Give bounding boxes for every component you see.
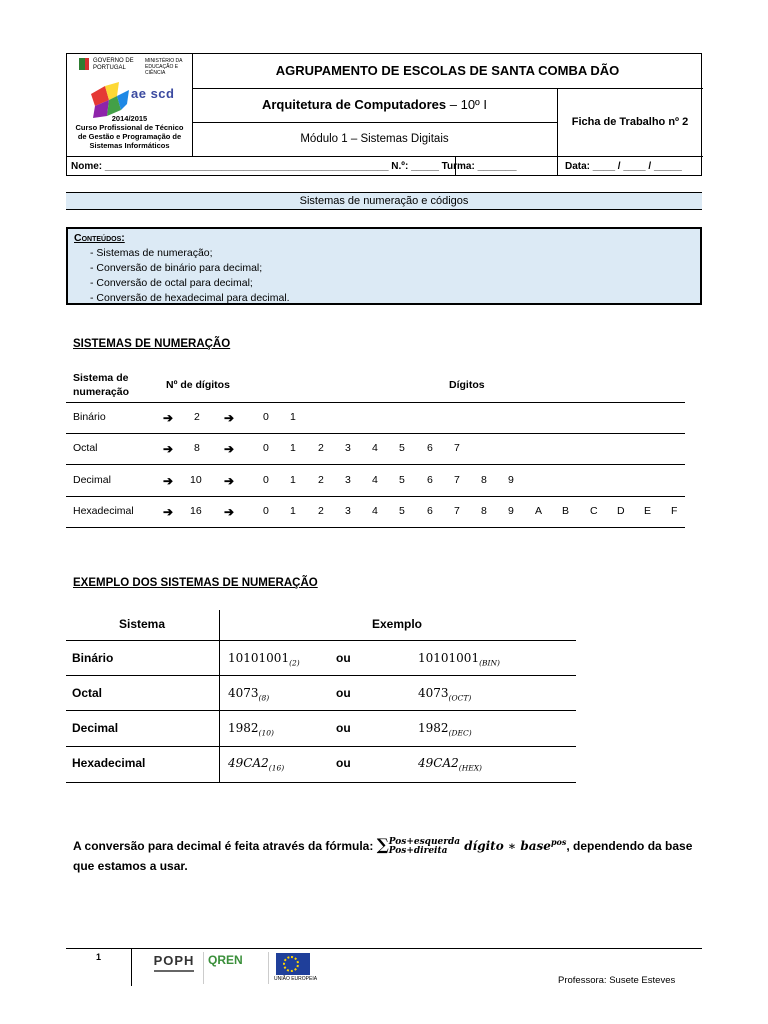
digit-cell: F bbox=[671, 505, 678, 517]
example-value: 49CA2 bbox=[418, 756, 459, 770]
subject-title bbox=[192, 88, 557, 122]
col-count-header: Nº de dígitos bbox=[166, 379, 230, 391]
digit-cell: 9 bbox=[508, 474, 514, 486]
example-base: (DEC) bbox=[448, 728, 472, 738]
ex-col-example: Exemplo bbox=[372, 617, 423, 631]
footer-divider bbox=[131, 948, 132, 986]
page-number: 1 bbox=[96, 952, 102, 962]
arrow-icon: ➔ bbox=[224, 474, 235, 488]
example-value-numeric-base bbox=[228, 721, 274, 737]
subject-class: – 10º I bbox=[446, 97, 488, 112]
contents-title: Conteúdos: bbox=[74, 232, 125, 244]
digit-count: 2 bbox=[194, 411, 200, 423]
module-title: Módulo 1 – Sistemas Digitais bbox=[300, 133, 449, 145]
digit-count: 10 bbox=[190, 474, 202, 486]
digit-cell: 6 bbox=[427, 474, 433, 486]
digit-count: 16 bbox=[190, 505, 202, 517]
digit-cell: 3 bbox=[345, 442, 351, 454]
table-rule bbox=[66, 527, 685, 528]
col-system-line2: numeração bbox=[73, 386, 130, 398]
example-base: (10) bbox=[258, 728, 274, 738]
example-value: 1982 bbox=[418, 721, 449, 735]
formula-paragraph bbox=[73, 832, 697, 876]
qren-logo-text: QREN bbox=[208, 953, 243, 967]
formula-text-before: A conversão para decimal é feita através da fórmula: bbox=[73, 839, 377, 853]
digit-cell: 2 bbox=[318, 442, 324, 454]
arrow-icon: ➔ bbox=[163, 505, 174, 519]
contents-box bbox=[66, 227, 702, 305]
portugal-flag-icon bbox=[79, 58, 89, 70]
col-system-header bbox=[73, 371, 129, 399]
example-system-name: Octal bbox=[72, 686, 103, 700]
digit-cell: E bbox=[644, 505, 652, 517]
school-logo-text: ae scd bbox=[131, 86, 175, 101]
formula-exp: pos bbox=[550, 837, 567, 847]
header-table bbox=[66, 53, 702, 176]
example-value: 49CA2 bbox=[228, 756, 269, 770]
contents-item: - Sistemas de numeração; bbox=[90, 247, 213, 259]
arrow-icon: ➔ bbox=[163, 411, 174, 425]
numeration-heading: SISTEMAS DE NUMERAÇÃO bbox=[73, 338, 231, 350]
digit-cell: 3 bbox=[345, 505, 351, 517]
eu-flag-icon bbox=[276, 953, 310, 975]
digit-cell: 8 bbox=[481, 505, 487, 517]
example-value-named-base bbox=[418, 721, 472, 737]
example-or: ou bbox=[336, 686, 351, 700]
school-title: AGRUPAMENTO DE ESCOLAS DE SANTA COMBA DÃO bbox=[275, 63, 620, 78]
table-rule bbox=[66, 433, 685, 434]
digit-cell: 7 bbox=[454, 442, 460, 454]
example-value-named-base bbox=[418, 686, 471, 702]
arrow-icon: ➔ bbox=[224, 411, 235, 425]
example-value-numeric-base bbox=[228, 756, 284, 772]
example-or: ou bbox=[336, 756, 351, 770]
example-system-name: Hexadecimal bbox=[72, 756, 146, 770]
arrow-icon: ➔ bbox=[224, 442, 235, 456]
contents-item: - Conversão de octal para decimal; bbox=[90, 277, 253, 289]
formula-sum: ∑ bbox=[376, 835, 389, 854]
digit-cell: 5 bbox=[399, 474, 405, 486]
qren-logo bbox=[208, 953, 264, 983]
contents-item: - Conversão de binário para decimal; bbox=[90, 262, 263, 274]
digit-cell: 4 bbox=[372, 442, 378, 454]
eu-logo-text: UNIÃO EUROPEIA bbox=[274, 976, 318, 982]
digit-cell: 0 bbox=[263, 411, 269, 423]
example-base: (HEX) bbox=[458, 763, 482, 773]
date-field[interactable]: Data: ____ / ____ / _____ bbox=[565, 161, 682, 172]
system-name: Decimal bbox=[73, 474, 111, 486]
digit-cell: 8 bbox=[481, 474, 487, 486]
digit-cell: 7 bbox=[454, 505, 460, 517]
arrow-icon: ➔ bbox=[163, 442, 174, 456]
digit-cell: 4 bbox=[372, 474, 378, 486]
table-rule bbox=[66, 402, 685, 403]
digit-cell: 1 bbox=[290, 442, 296, 454]
digit-cell: 2 bbox=[318, 474, 324, 486]
digit-cell: C bbox=[590, 505, 598, 517]
teacher-name: Professora: Susete Esteves bbox=[558, 975, 676, 986]
digit-count: 8 bbox=[194, 442, 200, 454]
system-name: Binário bbox=[73, 411, 106, 423]
formula-upper: Pos+esquerda bbox=[388, 836, 461, 847]
digit-cell: 6 bbox=[427, 505, 433, 517]
table-rule bbox=[66, 464, 685, 465]
name-field[interactable]: Nome: ___________________________________________________ N.º: _____ Turma: _______ bbox=[71, 161, 517, 172]
example-value: 10101001 bbox=[418, 651, 480, 665]
worksheet-title: Ficha de Trabalho nº 2 bbox=[571, 116, 689, 128]
course-line-3: Sistemas Informáticos bbox=[89, 141, 170, 150]
digit-cell: 0 bbox=[263, 474, 269, 486]
ex-col-system: Sistema bbox=[119, 617, 166, 631]
example-or: ou bbox=[336, 721, 351, 735]
col-system-line1: Sistema de bbox=[73, 372, 129, 384]
system-name: Hexadecimal bbox=[73, 505, 134, 517]
example-base: (OCT) bbox=[448, 693, 472, 703]
example-system-name: Binário bbox=[72, 651, 114, 665]
example-value-numeric-base bbox=[228, 686, 269, 702]
footer-rule bbox=[66, 948, 702, 949]
example-value: 10101001 bbox=[228, 651, 290, 665]
formula-lower: Pos+direita bbox=[388, 845, 448, 856]
example-or: ou bbox=[336, 651, 351, 665]
school-year: 2014/2015 bbox=[111, 114, 148, 123]
gov-text: GOVERNO DE PORTUGAL bbox=[93, 58, 134, 71]
poph-logo bbox=[148, 953, 200, 983]
table-rule bbox=[66, 640, 576, 641]
arrow-icon: ➔ bbox=[163, 474, 174, 488]
example-value-named-base bbox=[418, 756, 482, 772]
table-rule bbox=[66, 675, 576, 676]
digit-cell: 4 bbox=[372, 505, 378, 517]
formula-math bbox=[376, 835, 567, 856]
digit-cell: A bbox=[535, 505, 543, 517]
section-title: Sistemas de numeração e códigos bbox=[66, 192, 702, 210]
digit-cell: B bbox=[562, 505, 570, 517]
digit-cell: 1 bbox=[290, 505, 296, 517]
table-rule bbox=[66, 710, 576, 711]
digit-cell: D bbox=[617, 505, 625, 517]
example-value-named-base bbox=[418, 651, 500, 667]
example-base: (2) bbox=[289, 658, 300, 668]
example-value: 1982 bbox=[228, 721, 259, 735]
example-value-numeric-base bbox=[228, 651, 300, 667]
col-digits-header: Dígitos bbox=[449, 379, 485, 391]
example-value: 4073 bbox=[228, 686, 259, 700]
example-base: (BIN) bbox=[479, 658, 500, 668]
table-rule bbox=[66, 746, 576, 747]
digit-cell: 0 bbox=[263, 505, 269, 517]
digit-cell: 6 bbox=[427, 442, 433, 454]
example-base: (16) bbox=[268, 763, 285, 773]
digit-cell: 9 bbox=[508, 505, 514, 517]
digit-cell: 1 bbox=[290, 474, 296, 486]
digit-cell: 5 bbox=[399, 442, 405, 454]
formula-term: dígito ∗ base bbox=[464, 839, 551, 853]
example-base: (8) bbox=[258, 693, 270, 703]
digit-cell: 2 bbox=[318, 505, 324, 517]
digit-cell: 7 bbox=[454, 474, 460, 486]
digit-cell: 5 bbox=[399, 505, 405, 517]
course-line-2: de Gestão e Programação de bbox=[77, 132, 182, 141]
logo-cell bbox=[67, 54, 192, 157]
digit-cell: 3 bbox=[345, 474, 351, 486]
ministry-text: MINISTÉRIO DA EDUCAÇÃO E CIÊNCIA bbox=[145, 58, 183, 76]
contents-item: - Conversão de hexadecimal para decimal. bbox=[90, 292, 290, 304]
digit-cell: 1 bbox=[290, 411, 296, 423]
digit-cell: 0 bbox=[263, 442, 269, 454]
subject-name: Arquitetura de Computadores bbox=[261, 97, 447, 112]
poph-logo-text: POPH bbox=[153, 953, 195, 968]
examples-heading: EXEMPLO DOS SISTEMAS DE NUMERAÇÃO bbox=[73, 577, 318, 589]
example-value: 4073 bbox=[418, 686, 449, 700]
table-rule bbox=[66, 782, 576, 783]
table-rule bbox=[66, 496, 685, 497]
arrow-icon: ➔ bbox=[224, 505, 235, 519]
system-name: Octal bbox=[73, 442, 98, 454]
course-line-1: Curso Profissional de Técnico bbox=[75, 123, 184, 132]
table-rule bbox=[219, 610, 220, 782]
example-system-name: Decimal bbox=[72, 721, 119, 735]
formula-text-after: , dependendo da base que estamos a usar. bbox=[73, 839, 693, 873]
